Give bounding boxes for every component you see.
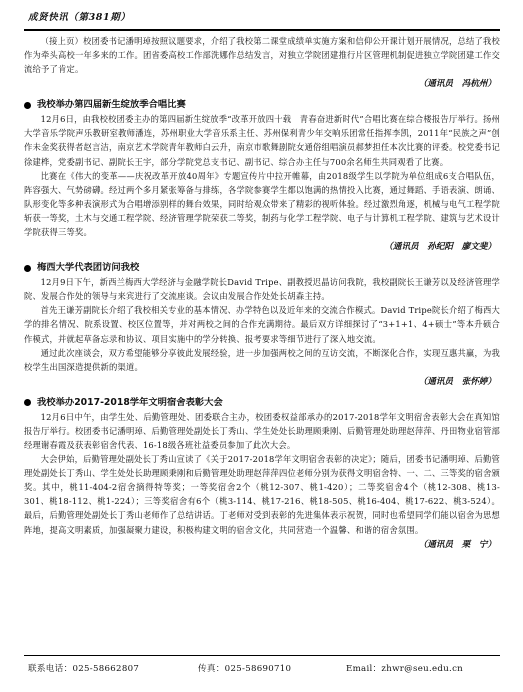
page-content: [24, 34, 500, 553]
footer-email: Email：zhwr@seu.edu.cn: [346, 664, 464, 674]
section-title-massey-visit: [24, 261, 500, 275]
section-title-text: 我校举办第四届新生绽放季合唱比赛: [37, 99, 186, 111]
footer-fax: 传真：025-58690710: [198, 664, 292, 674]
article-paragraph: 12月6日，由我校校团委主办的第四届新生绽放季“改革开放四十载 青春奋进新时代”合唱比赛在综合楼报告厅举行。扬州大学音乐学院声乐教研室教师潘连，苏州职业大学音乐系主任、苏州保利青少年交响乐团常任指挥李凯，2011年“民族之声”创作未金奖获得者赵言洁，南京艺术学院青年教师白云升，南京市歌舞剧院女通俗组唱演员郝梦担任本次比赛的评委。校党委书记徐建桦，党委副书记、副院长王宇，部分学院党总支书记、副书记、综合办主任与700余名师生共同观看了比赛。: [24, 114, 500, 167]
section-title-choir-competition: [24, 98, 500, 112]
article-signature: （通讯员 张怀婷）: [418, 376, 496, 387]
article-signature: （通讯员 孙纪阳 廖文斐）: [384, 242, 496, 253]
footer-phone: 联系电话：025-58662807: [28, 664, 140, 674]
section-title-dorm-awards: [24, 396, 500, 410]
bullet-icon: [24, 102, 31, 109]
intro-paragraph: （接上页）校团委书记潘明琸按照议题要求，介绍了我校第二课堂成绩单实施方案和信仰公开课计划开展情况，总结了我校作为牵头高校一年多来的工作。团省委高校工作部洗娜作总结发言，对独立学院团建推行片区管理机制促进独立学院团建工作交流给予了肯定。: [24, 36, 500, 75]
article-paragraph: 通过此次座谈会，双方希望能够分享彼此发展经验，进一步加强两校之间的互访交流，不断深化合作，实现互惠共赢，为我校学生出国深造提供新的渠道。: [24, 347, 500, 372]
bullet-icon: [24, 265, 31, 272]
article-paragraph: 12月9日下午，新西兰梅西大学经济与金融学院长David Tripe、副教授迟晶访问我院，我校副院长王谦芳以及经济管理学院、发展合作处的领导与来宾进行了交流座谈。会议由发展合作处处长胡森主持。: [24, 277, 500, 302]
footer-divider: [24, 655, 500, 656]
page-header: 成贤快讯（第381期）: [28, 12, 131, 23]
header-divider: [24, 29, 500, 31]
article-paragraph: 首先王谦芳副院长介绍了我校相关专业的基本情况、办学特色以及近年来的交流合作模式。David Tripe院长介绍了梅西大学的排名情况、院系设置、校区位置等，并对两校之间的合作充满期待。最后双方详细探讨了“3+1+1、4+硕士”等本升硕合作模式，并就起草备忘录和协议、项目实施中的学分转换、报考要求等细节进行了深入地交流。: [24, 305, 500, 344]
section-title-text: 梅西大学代表团访问我校: [37, 262, 140, 274]
article-signature: （通讯员 栗 宁）: [418, 539, 496, 550]
article-paragraph: 12月6日中午，由学生处、后勤管理处、团委联合主办，校团委权益部承办的2017-2018学年文明宿舍表彰大会在真知馆报告厅举行。校团委书记潘明琸、后勤管理处副处长丁秀山、学生处处长助理顾秉刚、后勤管理处助理赵萍萍、丹田物业宿管部经理谢春霞及获表彰宿舍代表、16-18级各班社益委员参加了此次大会。: [24, 411, 500, 450]
bullet-icon: [24, 399, 31, 406]
intro-signature: （通讯员 冯杭州）: [418, 79, 496, 90]
article-paragraph: 大会伊始，后勤管理处副处长丁秀山宣读了《关于2017-2018学年文明宿舍表彰的决定》；随后，团委书记潘明琸、后勤管理处副处长丁秀山、学生处处长助理顾秉刚和后勤管理处助理赵萍萍四位老师分别为获得文明宿舍特、一、二、三等奖的宿舍颁奖。其中，桃11-404-2宿舍摘得特等奖；一等奖宿舍2个（桃12-307、桃1-420）；二等奖宿舍4个（桃12-308、桃13-301、桃18-112、桃1-224）；三等奖宿舍有6个（桃3-114、桃17-216、桃18-505、桃16-404、桃17-622、桃3-524）。最后，后勤管理处副处长丁秀山老师作了总结讲话。丁老师对受到表彰的先进集体表示祝贺，同时也希望同学们能以宿舍为思想阵地，提高文明素质，加强凝聚力建设，积极构建文明的宿舍文化，共同营造一个温馨、和谐的宿舍氛围。: [24, 454, 500, 535]
article-paragraph: 比赛在《伟大的变革——庆祝改革开放40周年》专题宣传片中拉开帷幕，由2018级学生以学院为单位组成6支合唱队伍，阵容强大、气势磅礴。经过两个多月紧张筹备与排练，各学院参赛学生都以饱满的热情投入比赛，通过舞蹈、手语表演、朗诵、队形变化等多种表演形式为合唱增添别样的舞台效果，同时给观众带来了精彩的视听体验。经过激烈角逐，机械与电气工程学院斩获一等奖，土木与交通工程学院、经济管理学院荣获二等奖，制药与化学工程学院、电子与计算机工程学院、建筑与艺术设计学院获得三等奖。: [24, 170, 500, 238]
section-title-text: 我校举办2017-2018学年文明宿舍表彰大会: [37, 396, 223, 408]
